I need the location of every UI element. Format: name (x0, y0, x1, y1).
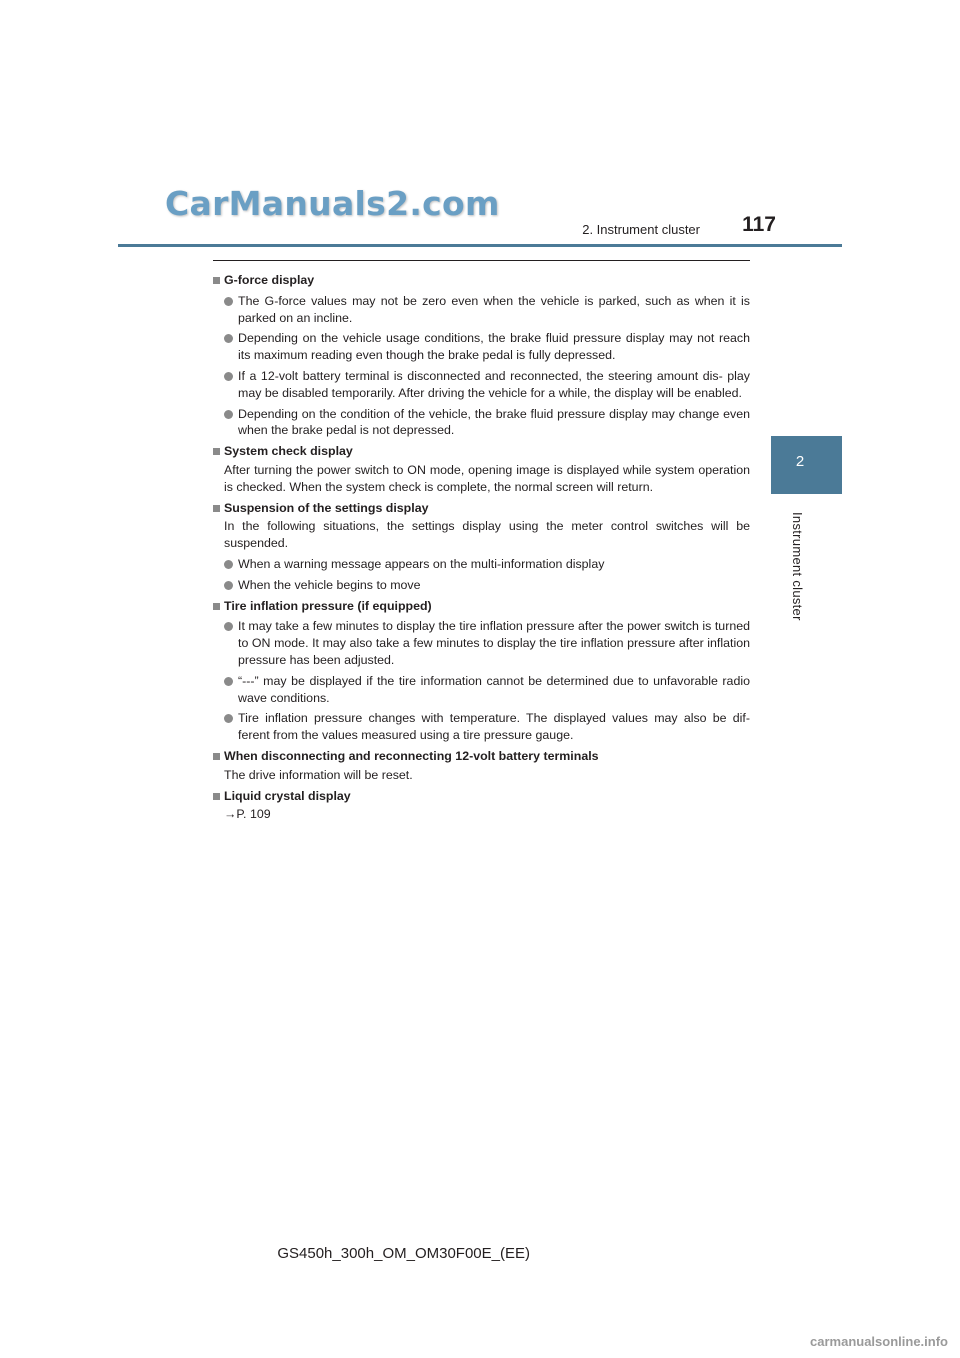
square-bullet-icon (213, 448, 220, 455)
header-section-title: 2. Instrument cluster (582, 222, 700, 237)
section-title: Liquid crystal display (213, 788, 750, 805)
list-item: “---” may be displayed if the tire information cannot be determined due to unfavorable radio wave conditions. (213, 673, 750, 707)
square-bullet-icon (213, 753, 220, 760)
circle-bullet-icon (224, 410, 233, 419)
circle-bullet-icon (224, 677, 233, 686)
section-paragraph: The drive information will be reset. (224, 767, 413, 782)
section-title: System check display (213, 443, 750, 460)
list-item: The G-force values may not be zero even when the vehicle is parked, such as when it is parked on an incline. (213, 293, 750, 327)
list-item: Tire inflation pressure changes with temperature. The displayed values may also be dif- ferent from the values measured using a tire pressure gauge. (213, 710, 750, 744)
circle-bullet-icon (224, 560, 233, 569)
square-bullet-icon (213, 277, 220, 284)
circle-bullet-icon (224, 372, 233, 381)
list-item: When a warning message appears on the multi-information display (213, 556, 750, 573)
list-item: When the vehicle begins to move (213, 577, 750, 594)
list-item: If a 12-volt battery terminal is disconnected and reconnected, the steering amount dis- play may be disabled temporarily. After driving the vehicle for a while, the display will be enabled. (213, 368, 750, 402)
document-code: GS450h_300h_OM_OM30F00E_(EE) (277, 1245, 530, 1262)
page-number: 117 (742, 213, 776, 236)
list-item: Depending on the vehicle usage conditions, the brake fluid pressure display may not reach its maximum reading even though the brake pedal is fully depressed. (213, 330, 750, 364)
section-title: G-force display (213, 272, 750, 289)
list-item: It may take a few minutes to display the tire inflation pressure after the power switch is turned to ON mode. It may also take a few minutes to display the tire inflation pressure after inflation pressure has been adjusted. (213, 618, 750, 668)
circle-bullet-icon (224, 714, 233, 723)
chapter-label: Instrument cluster (790, 512, 805, 621)
circle-bullet-icon (224, 622, 233, 631)
circle-bullet-icon (224, 581, 233, 590)
circle-bullet-icon (224, 334, 233, 343)
square-bullet-icon (213, 505, 220, 512)
header-rule (118, 244, 842, 247)
section-lcd (213, 788, 750, 824)
section-g-force (213, 272, 750, 439)
square-bullet-icon (213, 603, 220, 610)
content-top-rule (213, 260, 750, 261)
content-body (213, 268, 750, 823)
section-title: Suspension of the settings display (213, 500, 750, 517)
page-reference-link[interactable]: →P. 109 (224, 807, 271, 822)
watermark-footer: carmanualsonline.info (810, 1334, 948, 1349)
square-bullet-icon (213, 793, 220, 800)
circle-bullet-icon (224, 297, 233, 306)
section-paragraph: After turning the power switch to ON mode, opening image is displayed while system operation is checked. When the system check is complete, the normal screen will return. (224, 462, 750, 494)
section-system-check (213, 443, 750, 495)
watermark-logo: CarManuals2.com (165, 184, 500, 223)
section-paragraph: In the following situations, the settings display using the meter control switches will be suspended. (224, 519, 750, 551)
section-title: When disconnecting and reconnecting 12-volt battery terminals (213, 748, 750, 765)
section-title: Tire inflation pressure (if equipped) (213, 598, 750, 615)
section-battery (213, 748, 750, 784)
chapter-number: 2 (795, 453, 805, 470)
section-suspension (213, 500, 750, 594)
chapter-tab (771, 436, 842, 494)
list-item: Depending on the condition of the vehicle, the brake fluid pressure display may change even when the brake pedal is not depressed. (213, 406, 750, 440)
section-tire-pressure (213, 598, 750, 744)
